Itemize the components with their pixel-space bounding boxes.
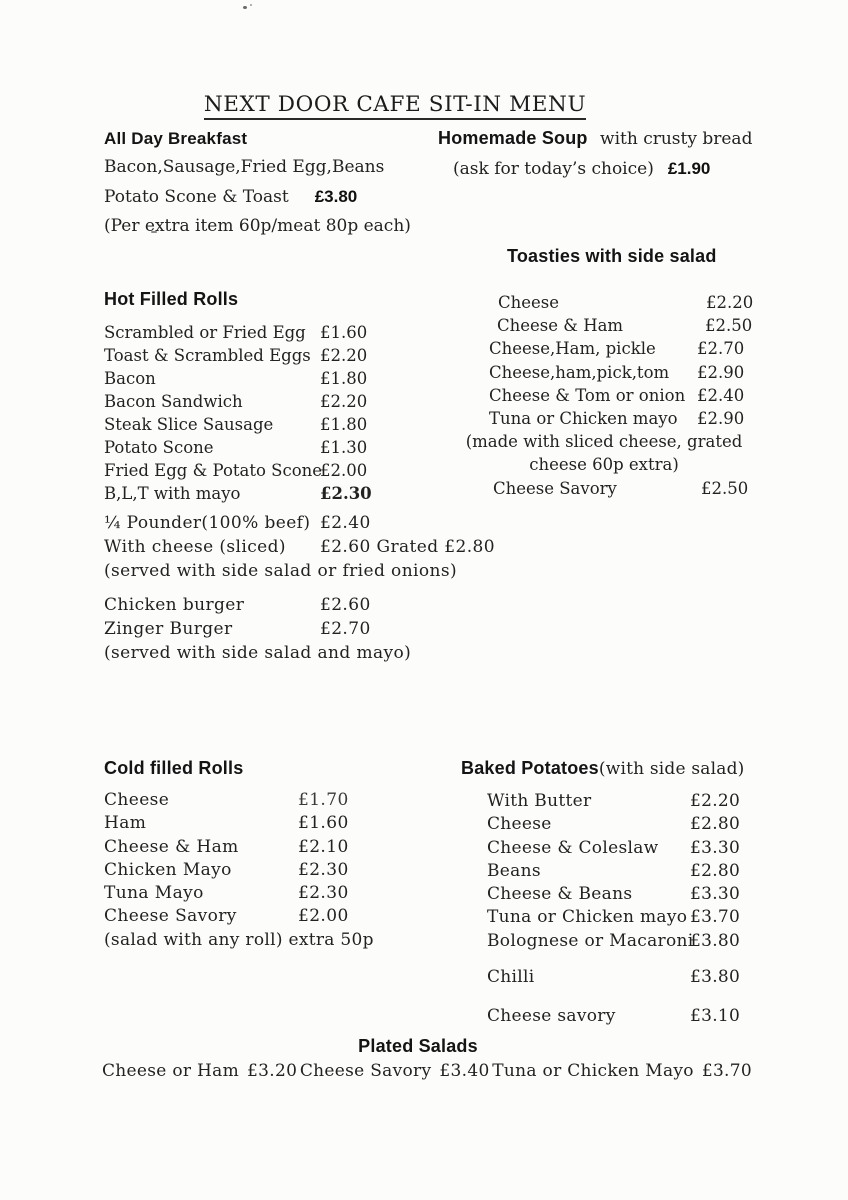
item-name: Bolognese or Macaroni bbox=[487, 930, 694, 951]
item-price: £2.60 Grated £2.80 bbox=[320, 537, 495, 557]
breakfast-items: Bacon,Sausage,Fried Egg,Beans bbox=[104, 157, 385, 177]
item-price: £2.70 bbox=[320, 619, 371, 639]
item-name: Bacon bbox=[104, 369, 156, 388]
item-name: Cheese or Ham bbox=[102, 1061, 240, 1081]
plated-salads-heading: Plated Salads bbox=[358, 1036, 478, 1056]
section-baked-potatoes bbox=[461, 756, 753, 1029]
menu-item-row bbox=[104, 882, 374, 905]
baked-subtitle: (with side salad) bbox=[598, 759, 745, 779]
item-price: £2.60 bbox=[320, 595, 371, 615]
item-name: Cheese & Ham bbox=[104, 836, 239, 857]
menu-item-row bbox=[104, 367, 374, 390]
burgers-note1: (served with side salad or fried onions) bbox=[104, 561, 458, 581]
menu-item-row bbox=[104, 789, 374, 812]
menu-item-row bbox=[461, 930, 753, 953]
item-price: £3.80 bbox=[690, 967, 741, 988]
menu-item-row bbox=[104, 482, 374, 505]
menu-item-row bbox=[461, 883, 753, 906]
menu-item-row bbox=[461, 813, 753, 836]
cold-rolls-heading: Cold filled Rolls bbox=[104, 758, 244, 778]
item-price: £2.30 bbox=[298, 859, 349, 880]
menu-item-row bbox=[104, 459, 374, 482]
plated-salads-row bbox=[102, 1058, 752, 1084]
item-name: Chilli bbox=[487, 967, 535, 988]
menu-item-row bbox=[104, 593, 504, 617]
item-name: Zinger Burger bbox=[104, 619, 233, 639]
menu-item-row bbox=[104, 535, 504, 559]
item-name: Cheese Savory bbox=[104, 906, 237, 927]
item-price: £2.90 bbox=[697, 409, 745, 429]
item-name: Scrambled or Fried Egg bbox=[104, 323, 306, 342]
scan-speck bbox=[250, 4, 252, 6]
item-price: £1.80 bbox=[320, 369, 368, 388]
soup-heading-row bbox=[438, 124, 768, 154]
section-homemade-soup bbox=[438, 124, 768, 184]
cold-rolls-note: (salad with any roll) extra 50p bbox=[104, 929, 374, 950]
menu-item-row bbox=[458, 407, 750, 430]
item-price: £1.30 bbox=[320, 438, 368, 457]
item-price: £2.80 bbox=[690, 860, 741, 881]
menu-item-row bbox=[461, 906, 753, 929]
item-name: Chicken Mayo bbox=[104, 859, 232, 880]
soup-ask-row bbox=[438, 154, 768, 184]
item-price: £1.60 bbox=[298, 813, 349, 834]
spacer bbox=[104, 583, 504, 593]
menu-item-row bbox=[104, 413, 374, 436]
item-name: Cheese & Ham bbox=[497, 316, 624, 336]
menu-item-row bbox=[104, 390, 374, 413]
menu-item-row bbox=[104, 511, 504, 535]
item-price: £2.30 bbox=[298, 883, 349, 904]
item-name: Cheese Savory bbox=[299, 1061, 432, 1081]
item-name: Cheese Savory bbox=[493, 478, 617, 498]
item-price: £2.20 bbox=[320, 392, 368, 411]
item-name: With cheese (sliced) bbox=[104, 537, 286, 557]
item-price: £3.80 bbox=[314, 187, 358, 206]
item-name: Cheese,Ham, pickle bbox=[489, 339, 656, 359]
section-burgers bbox=[104, 511, 504, 665]
menu-item-row bbox=[104, 321, 374, 344]
item-name: Cheese bbox=[487, 814, 552, 835]
item-price: £2.50 bbox=[701, 478, 749, 498]
menu-item-row bbox=[458, 361, 750, 384]
item-price: £2.20 bbox=[690, 791, 741, 811]
item-name: B,L,T with mayo bbox=[104, 484, 241, 503]
breakfast-note: (Per extra item 60p/meat 80p each) bbox=[104, 216, 411, 236]
menu-item-row bbox=[461, 790, 753, 813]
item-price: £1.80 bbox=[320, 415, 368, 434]
menu-item-row bbox=[458, 384, 750, 407]
item-name: Steak Slice Sausage bbox=[104, 415, 274, 434]
item-price: £2.20 bbox=[706, 293, 754, 312]
item-name: Cheese & Tom or onion bbox=[489, 385, 686, 405]
menu-item-row bbox=[458, 337, 750, 360]
item-price: £3.10 bbox=[690, 1006, 741, 1027]
menu-item-row bbox=[104, 812, 374, 835]
section-hot-filled-rolls bbox=[104, 287, 374, 505]
title-wrap bbox=[0, 92, 790, 120]
menu-item-row bbox=[461, 860, 753, 883]
item-name: Cheese bbox=[498, 293, 560, 312]
menu-item-row bbox=[458, 314, 753, 337]
item-price: £2.40 bbox=[697, 385, 745, 405]
item-price: £1.60 bbox=[320, 323, 368, 342]
menu-item-row bbox=[104, 836, 374, 859]
toasties-heading: Toasties with side salad bbox=[507, 246, 717, 266]
soup-heading: Homemade Soup bbox=[438, 128, 588, 148]
item-name: Chicken burger bbox=[104, 595, 245, 615]
item-price: £3.30 bbox=[690, 884, 741, 905]
item-name: Tuna or Chicken Mayo bbox=[492, 1061, 694, 1081]
item-price: £3.70 bbox=[690, 907, 741, 928]
item-price: £1.70 bbox=[298, 790, 349, 810]
section-all-day-breakfast bbox=[104, 124, 454, 241]
burgers-note2: (served with side salad and mayo) bbox=[104, 643, 412, 663]
item-price: £2.30 bbox=[320, 484, 372, 503]
item-price: £2.40 bbox=[320, 513, 371, 533]
item-price: £2.80 bbox=[690, 814, 741, 835]
menu-item-row bbox=[461, 837, 753, 860]
menu-item-row bbox=[104, 617, 504, 641]
item-price: £3.40 bbox=[439, 1061, 490, 1081]
item-price: £2.00 bbox=[320, 461, 368, 480]
item-price: £3.80 bbox=[690, 930, 741, 951]
toasties-note-line1: (made with sliced cheese, grated bbox=[465, 432, 743, 452]
page-title: NEXT DOOR CAFE SIT-IN MENU bbox=[204, 92, 586, 120]
item-price: £2.20 bbox=[320, 346, 368, 365]
item-name: Cheese bbox=[104, 790, 170, 810]
item-name: Beans bbox=[487, 860, 541, 881]
item-price: £2.70 bbox=[697, 339, 745, 359]
baked-heading: Baked Potatoes bbox=[461, 758, 599, 778]
toasties-note-line2: cheese 60p extra) bbox=[529, 455, 679, 475]
item-name: ¼ Pounder(100% beef) bbox=[104, 513, 311, 533]
soup-subtitle: with crusty bread bbox=[600, 129, 753, 149]
item-price: £2.90 bbox=[697, 362, 745, 382]
item-price: £2.00 bbox=[298, 906, 349, 927]
item-name: With Butter bbox=[487, 791, 592, 811]
item-name: Cheese & Beans bbox=[487, 884, 633, 905]
item-name: Tuna Mayo bbox=[104, 883, 204, 904]
item-name: Toast & Scrambled Eggs bbox=[104, 346, 311, 365]
soup-ask: (ask for today’s choice) bbox=[453, 159, 654, 179]
menu-item-row bbox=[104, 859, 374, 882]
menu-item-row bbox=[104, 344, 374, 367]
breakfast-scone-row bbox=[104, 182, 454, 212]
item-price: £3.20 bbox=[247, 1061, 298, 1081]
section-toasties bbox=[458, 291, 754, 500]
menu-item-pair bbox=[102, 1058, 297, 1084]
item-name: Cheese savory bbox=[487, 1006, 616, 1027]
item-name: Potato Scone & Toast bbox=[104, 187, 289, 207]
scan-speck bbox=[243, 6, 247, 9]
item-name: Tuna or Chicken mayo bbox=[487, 907, 688, 928]
breakfast-heading: All Day Breakfast bbox=[104, 129, 248, 148]
item-name: Bacon Sandwich bbox=[104, 392, 243, 411]
item-name: Cheese & Coleslaw bbox=[487, 837, 659, 858]
menu-item-pair bbox=[492, 1058, 752, 1084]
menu-item-row bbox=[461, 966, 753, 989]
menu-item-row bbox=[458, 291, 754, 314]
item-price: £3.70 bbox=[701, 1061, 752, 1081]
item-price: £2.50 bbox=[705, 316, 753, 336]
item-price: £1.90 bbox=[667, 159, 711, 178]
item-price: £3.30 bbox=[690, 837, 741, 858]
item-name: Ham bbox=[104, 813, 147, 834]
item-name: Fried Egg & Potato Scone bbox=[104, 461, 323, 480]
menu-item-row bbox=[104, 905, 374, 928]
item-name: Potato Scone bbox=[104, 438, 214, 457]
baked-heading-row bbox=[461, 756, 753, 781]
menu-item-pair bbox=[300, 1058, 490, 1084]
hot-rolls-heading: Hot Filled Rolls bbox=[104, 289, 239, 309]
section-cold-filled-rolls bbox=[104, 756, 374, 952]
menu-item-row bbox=[461, 1005, 753, 1028]
item-name: Tuna or Chicken mayo bbox=[489, 409, 678, 429]
menu-item-row bbox=[458, 477, 750, 500]
menu-item-row bbox=[104, 436, 374, 459]
item-price: £2.10 bbox=[298, 836, 349, 857]
item-name: Cheese,ham,pick,tom bbox=[489, 362, 670, 382]
